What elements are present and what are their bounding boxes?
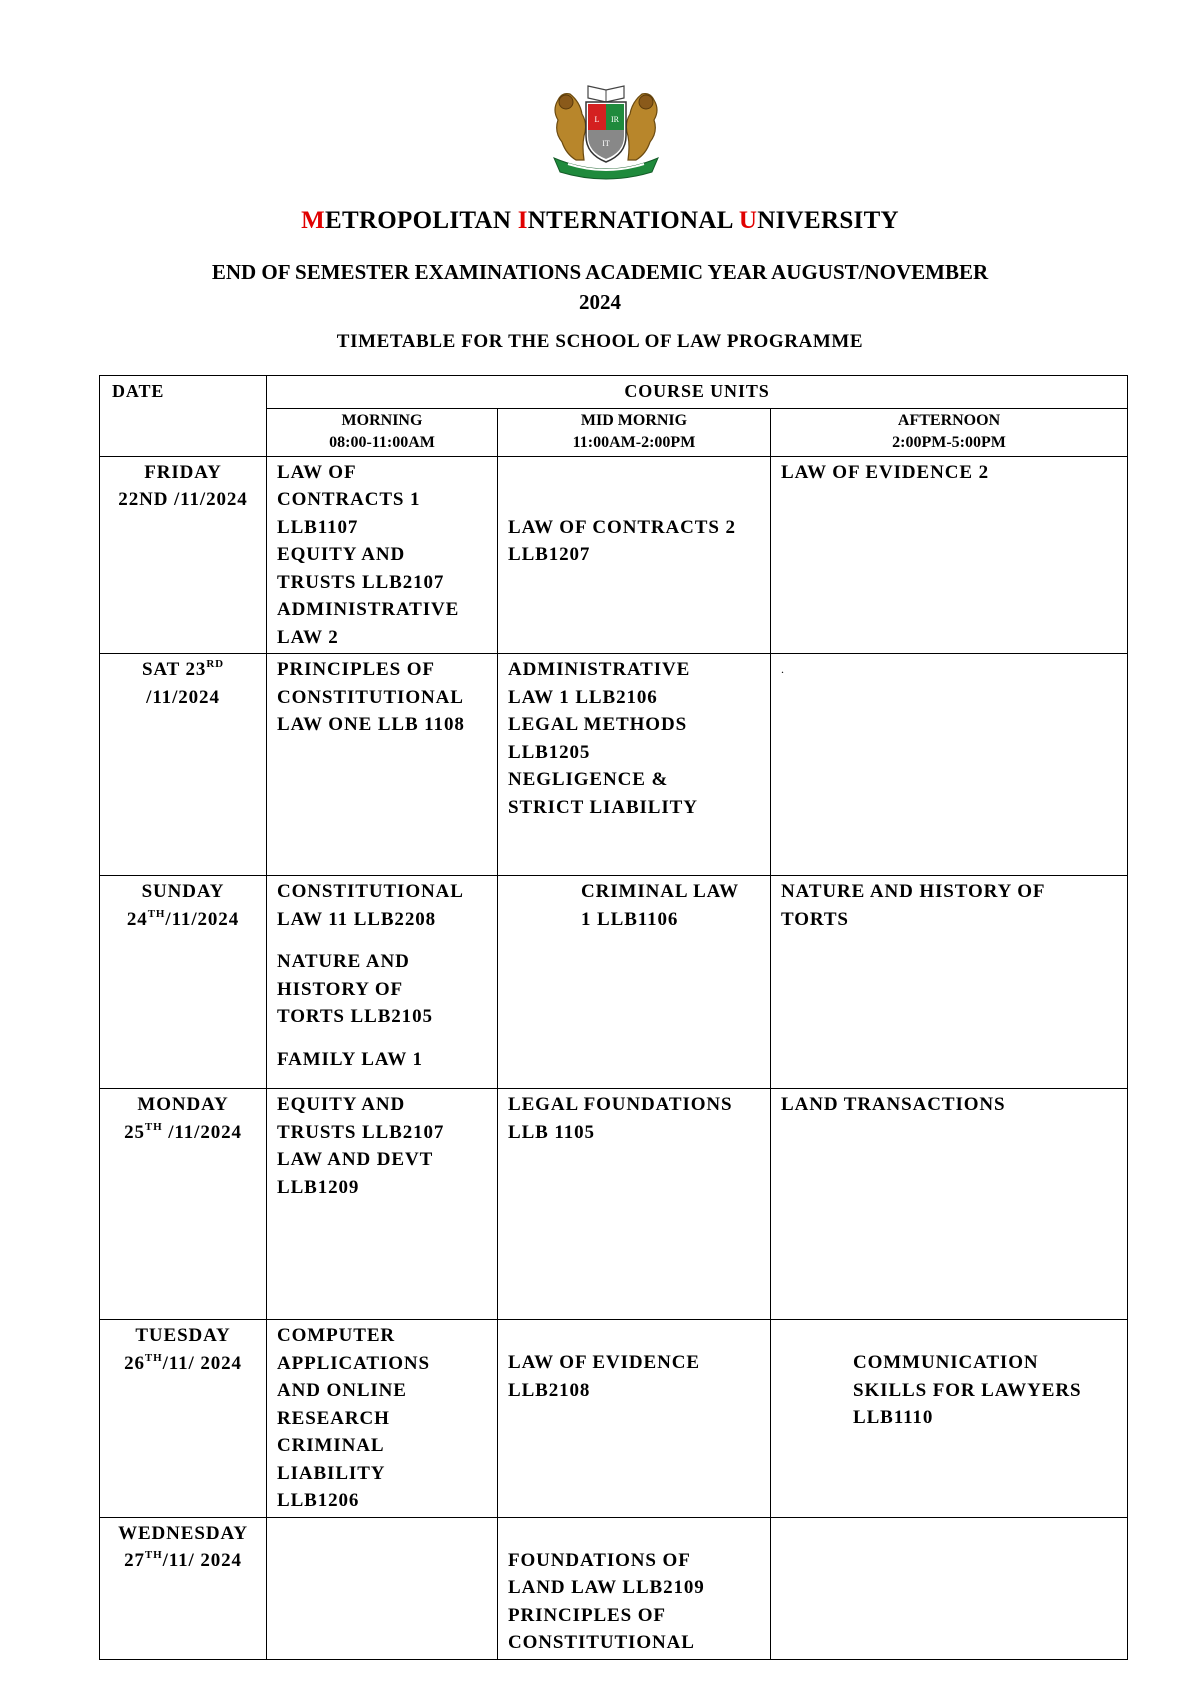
date-cell bbox=[100, 654, 267, 876]
course-text: CRIMINAL LAW bbox=[581, 881, 740, 902]
afternoon-cell bbox=[771, 876, 1128, 1089]
course-text: APPLICATIONS bbox=[277, 1352, 430, 1374]
slot-label: AFTERNOON bbox=[897, 411, 1001, 429]
course-text: LAW 1 LLB2106 bbox=[508, 686, 658, 708]
university-name-initial: I bbox=[517, 207, 528, 234]
mid-morning-cell bbox=[498, 654, 771, 876]
course-text: . bbox=[781, 662, 785, 676]
svg-text:L: L bbox=[594, 115, 600, 124]
afternoon-cell bbox=[771, 1320, 1128, 1518]
course-text: STRICT LIABILITY bbox=[508, 796, 698, 818]
course-text: TRUSTS LLB2107 bbox=[277, 571, 445, 593]
mid-morning-cell bbox=[498, 1517, 771, 1659]
day-date-num: 27 bbox=[124, 1550, 145, 1571]
day-name bbox=[104, 656, 262, 684]
university-name-part: ETROPOLITAN bbox=[325, 207, 518, 234]
date-cell bbox=[100, 1089, 267, 1320]
svg-text:IT: IT bbox=[602, 139, 610, 148]
timetable-title: TIMETABLE FOR THE SCHOOL OF LAW PROGRAMME bbox=[336, 331, 864, 352]
course-text: NATURE AND bbox=[277, 951, 410, 972]
course-text: LAND TRANSACTIONS bbox=[781, 1094, 1006, 1115]
day-date-num: 24 bbox=[126, 908, 148, 930]
university-name-initial: M bbox=[301, 207, 325, 234]
course-text: FAMILY LAW 1 bbox=[277, 1048, 423, 1070]
date-cell bbox=[100, 456, 267, 654]
course-text: EQUITY AND bbox=[277, 544, 406, 565]
course-text: FOUNDATIONS OF bbox=[508, 1549, 691, 1571]
day-name-text: SAT 23 bbox=[141, 659, 207, 680]
course-text: HISTORY OF bbox=[277, 978, 404, 1000]
course-text: LAW 11 LLB2208 bbox=[277, 908, 437, 930]
date-column-header: DATE bbox=[100, 376, 267, 457]
day-date-num: 26 bbox=[124, 1352, 145, 1374]
date-suffix: TH bbox=[144, 1120, 163, 1133]
course-text: CONTRACTS 1 bbox=[277, 489, 421, 510]
course-text: TORTS LLB2105 bbox=[277, 1006, 433, 1027]
course-text: RESEARCH bbox=[277, 1407, 390, 1429]
course-text: LAND LAW LLB2109 bbox=[508, 1577, 705, 1598]
course-text: LAW 2 bbox=[277, 626, 339, 648]
day-date bbox=[104, 906, 262, 934]
slot-label: MORNING bbox=[341, 411, 423, 429]
course-text: LLB1209 bbox=[277, 1176, 360, 1198]
slot-header-mid-morning bbox=[498, 408, 771, 456]
day-name: SUNDAY bbox=[141, 881, 225, 902]
day-date-rest: /11/ 2024 bbox=[162, 1352, 242, 1374]
date-cell bbox=[100, 1517, 267, 1659]
university-name bbox=[0, 207, 1200, 235]
course-text: AND ONLINE bbox=[277, 1380, 407, 1401]
slot-time: 2:00PM-5:00PM bbox=[892, 433, 1006, 451]
morning-cell bbox=[267, 1320, 498, 1518]
afternoon-cell bbox=[771, 654, 1128, 876]
course-text: LLB1205 bbox=[508, 741, 591, 763]
course-text: SKILLS FOR LAWYERS bbox=[853, 1379, 1082, 1401]
morning-cell bbox=[267, 1089, 498, 1320]
university-crest-icon bbox=[548, 80, 664, 180]
course-text: LAW OF bbox=[277, 461, 357, 483]
table-row bbox=[100, 1517, 1128, 1659]
course-text: LAW OF EVIDENCE 2 bbox=[781, 461, 989, 483]
day-date bbox=[104, 1547, 262, 1575]
university-name-part: NIVERSITY bbox=[757, 207, 899, 234]
course-text: NATURE AND HISTORY OF bbox=[781, 881, 1046, 902]
course-text: CONSTITUTIONAL bbox=[277, 881, 464, 902]
day-date-rest: /11/2024 bbox=[165, 908, 240, 930]
course-text: PRINCIPLES OF bbox=[277, 659, 435, 680]
table-row bbox=[100, 1089, 1128, 1320]
course-text: TORTS bbox=[781, 908, 849, 930]
table-row bbox=[100, 1320, 1128, 1518]
day-name: WEDNESDAY bbox=[118, 1522, 248, 1544]
slot-time: 08:00-11:00AM bbox=[329, 433, 435, 451]
course-text: LLB2108 bbox=[508, 1379, 591, 1401]
course-text: LLB 1105 bbox=[508, 1121, 595, 1143]
day-date: 22ND /11/2024 bbox=[118, 489, 248, 510]
day-date bbox=[104, 1119, 262, 1147]
exam-title-line: END OF SEMESTER EXAMINATIONS ACADEMIC YEAR AUGUST/NOVEMBER bbox=[211, 260, 989, 284]
afternoon-cell bbox=[771, 1089, 1128, 1320]
course-text: CONSTITUTIONAL bbox=[508, 1632, 695, 1653]
table-header-row bbox=[100, 376, 1128, 409]
course-units-header: COURSE UNITS bbox=[267, 376, 1128, 409]
course-text: EQUITY AND bbox=[277, 1094, 406, 1115]
university-name-part: NTERNATIONAL bbox=[527, 207, 739, 234]
slot-time: 11:00AM-2:00PM bbox=[572, 433, 696, 451]
course-text: PRINCIPLES OF bbox=[508, 1604, 666, 1626]
svg-text:IR: IR bbox=[611, 115, 619, 124]
course-text: LAW OF CONTRACTS 2 bbox=[508, 516, 736, 538]
course-text: LLB1207 bbox=[508, 544, 591, 565]
mid-morning-cell bbox=[498, 1320, 771, 1518]
slot-header-afternoon bbox=[771, 408, 1128, 456]
course-text: LIABILITY bbox=[277, 1462, 386, 1484]
mid-morning-cell bbox=[498, 456, 771, 654]
course-text: LAW ONE LLB 1108 bbox=[277, 714, 465, 735]
date-suffix: TH bbox=[144, 1549, 163, 1561]
course-text: LLB1206 bbox=[277, 1490, 360, 1511]
exam-title-year: 2024 bbox=[579, 290, 621, 314]
course-text: LLB1107 bbox=[277, 516, 359, 538]
course-text: ADMINISTRATIVE bbox=[508, 659, 691, 680]
date-suffix: RD bbox=[206, 658, 225, 670]
course-text: LEGAL METHODS bbox=[508, 714, 688, 735]
date-cell bbox=[100, 1320, 267, 1518]
course-text: CRIMINAL bbox=[277, 1435, 385, 1456]
course-text: CONSTITUTIONAL bbox=[277, 686, 464, 708]
slot-header-morning bbox=[267, 408, 498, 456]
course-text: LLB1110 bbox=[853, 1407, 934, 1428]
course-text: NEGLIGENCE & bbox=[508, 769, 669, 790]
university-name-initial: U bbox=[738, 207, 758, 234]
date-suffix: TH bbox=[147, 907, 166, 920]
afternoon-cell bbox=[771, 1517, 1128, 1659]
table-row bbox=[100, 456, 1128, 654]
slot-label: MID MORNIG bbox=[580, 411, 688, 429]
course-text: ADMINISTRATIVE bbox=[277, 599, 460, 620]
course-text: COMMUNICATION bbox=[853, 1352, 1039, 1373]
afternoon-cell bbox=[771, 456, 1128, 654]
mid-morning-cell bbox=[498, 1089, 771, 1320]
day-name: FRIDAY bbox=[144, 461, 222, 483]
exam-timetable bbox=[99, 375, 1128, 1660]
day-name: MONDAY bbox=[137, 1094, 229, 1115]
morning-cell bbox=[267, 876, 498, 1089]
day-date-rest: /11/2024 bbox=[162, 1121, 242, 1143]
morning-cell bbox=[267, 654, 498, 876]
table-row bbox=[100, 654, 1128, 876]
course-text: TRUSTS LLB2107 bbox=[277, 1121, 445, 1143]
course-text: COMPUTER bbox=[277, 1325, 396, 1346]
course-text: LAW OF EVIDENCE bbox=[508, 1352, 700, 1373]
day-date-num: 25 bbox=[124, 1121, 145, 1143]
mid-morning-cell bbox=[498, 876, 771, 1089]
course-text: LEGAL FOUNDATIONS bbox=[508, 1094, 733, 1115]
day-date: /11/2024 bbox=[146, 686, 220, 708]
morning-cell bbox=[267, 456, 498, 654]
day-date bbox=[104, 1350, 262, 1378]
course-text: 1 LLB1106 bbox=[581, 908, 679, 930]
date-cell bbox=[100, 876, 267, 1089]
day-date-rest: /11/ 2024 bbox=[162, 1550, 242, 1571]
exam-title bbox=[140, 257, 1060, 317]
day-name: TUESDAY bbox=[135, 1325, 231, 1346]
course-text: LAW AND DEVT bbox=[277, 1149, 434, 1170]
morning-cell bbox=[267, 1517, 498, 1659]
date-suffix: TH bbox=[144, 1351, 163, 1364]
table-row bbox=[100, 876, 1128, 1089]
